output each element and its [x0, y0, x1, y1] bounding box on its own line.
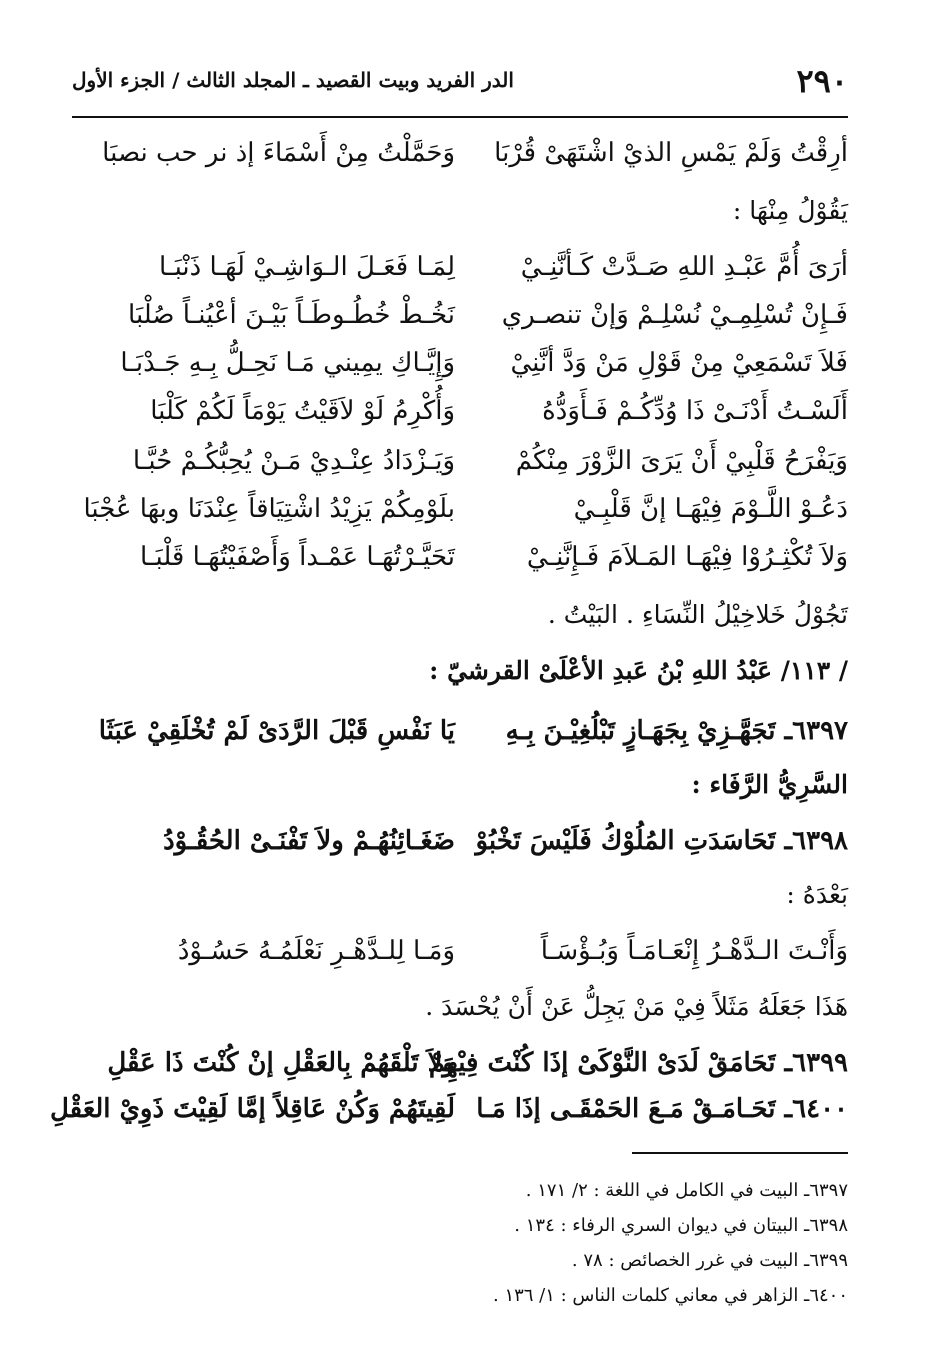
verse-first-hemistich: دَعُـوْ اللَّـوْمَ فِيْهَـا إنَّ قَلْبِـيْ: [573, 494, 848, 524]
verse-second-hemistich: وَمَـا لِلـدَّهْـرِ نَعْلَمُـهُ حَسُـوْدُ: [177, 936, 455, 966]
verse-first-hemistich: وَلاَ تُكْثِـرُوْا فِيْهَـا المَـلاَمَ فَـإِنَّنِـيْ: [526, 542, 848, 572]
footnote: ٦٤٠٠ـ الزاهر في معاني كلمات الناس : ١/ ١٣٦ .: [492, 1285, 848, 1306]
verse-second-hemistich: وَلاَ تَلْقَهُمْ بِالعَقْلِ إنْ كُنْتَ ذَا عَقْلِ: [107, 1048, 455, 1078]
poet-heading: السَّرِيُّ الرَّفَاء :: [691, 770, 848, 799]
verse-first-hemistich: وَأَنْـتَ الـدَّهْـرُ إِنْعَـامَـاً وَبُـؤْسَـاً: [540, 936, 848, 966]
verse-second-hemistich: وَإِيَّـاكِ يمِيني مَـا نَحِـلُّ بِـهِ جَـدْبَـا: [120, 348, 455, 378]
verse-first-hemistich: أرَىَ أُمَّ عَبْـدِ اللهِ صَـدَّتْ كَـأنَّنِـيْ: [520, 252, 848, 282]
footnote: ٦٣٩٧ـ البيت في الكامل في اللغة : ٢/ ١٧١ .: [525, 1180, 848, 1201]
verse-first-hemistich: ٦٤٠٠ـ تَحَـامَـقْ مَـعَ الحَمْقَـى إذَا مَـا: [476, 1094, 848, 1124]
verse-second-hemistich: بلَوْمِكُمْ يَزِيْدُ اشْتِيَاقاً عِنْدَنَا وبهَا عُجْبَا: [83, 494, 455, 524]
page-header: [72, 62, 848, 114]
verse-first-hemistich: أرِقْتُ وَلَمْ يَمْسِ الذيْ اشْتَهَىْ قُرْبَا: [494, 138, 848, 168]
verse-first-hemistich: ٦٣٩٩ـ تَحَامَقْ لَدَىْ النَّوْكَىْ إذَا كُنْتَ فِيْهِمْ: [428, 1048, 848, 1078]
verse-second-hemistich: نَخُـطْ خُطُـوطَـاً بَيْـنَ أعْيُنـاً صُلْبَا: [128, 300, 455, 330]
verse-first-hemistich: ٦٣٩٧ـ تَجَهَّـزِيْ بِجَهَـازٍ تَبْلُغِيْـنَ بِـهِ: [505, 716, 848, 746]
footnote: ٦٣٩٨ـ البيتان في ديوان السري الرفاء : ١٣٤ .: [514, 1215, 848, 1236]
verse-first-hemistich: فَـإِنْ تُسْلِمِـيْ نُسْلِـمْ وَإنْ تنصـري: [501, 300, 848, 330]
footnote: ٦٣٩٩ـ البيت في غرر الخصائص : ٧٨ .: [571, 1250, 848, 1271]
page-number: ٢٩٠: [796, 62, 848, 100]
verse-first-hemistich: فَلاَ تَسْمَعِيْ مِنْ قَوْلِ مَنْ وَدَّ أنَّنِيْ: [510, 348, 848, 378]
verse-second-hemistich: وَأُكْرِمُ لَوْ لاَقَيْتُ يَوْمَاً لَكُمْ كَلْبَا: [150, 396, 455, 426]
commentary-text: هَذَا جَعَلَهُ مَثَلاً فِيْ مَنْ يَجِلُّ عَنْ أَنْ يُحْسَدَ .: [425, 992, 848, 1021]
verse-first-hemistich: ٦٣٩٨ـ تَحَاسَدَتِ المُلُوْكُ فَلَيْسَ تَخْبُوْ: [475, 826, 848, 856]
intro-text: بَعْدَهُ :: [786, 880, 848, 909]
section-heading: / ١١٣/ عَبْدُ اللهِ بْنُ عَبدِ الأعْلَىْ القرشيّ :: [429, 656, 848, 685]
verse-first-hemistich: أَلَسْـتُ أَدْنَـىْ ذَا وُدِّكُـمْ فَـأَوَدُّهُ: [542, 396, 848, 426]
verse-first-hemistich: وَيَفْرَحُ قَلْبِيْ أَنْ يَرَىَ الزَّوْرَ مِنْكُمْ: [515, 446, 848, 476]
verse-second-hemistich: لَقِيتَهُمْ وَكُنْ عَاقِلاً إمَّا لَقِيْتَ ذَوِيْ العَقْلِ: [49, 1094, 455, 1124]
verse-second-hemistich: لِمَـا فَعَـلَ الـوَاشِـيْ لَهَـا ذَنْبَـا: [159, 252, 455, 282]
header-rule: [72, 116, 848, 118]
verse-second-hemistich: وَحَمَّلْتُ مِنْ أَسْمَاءَ إذ نر حب نصبَا: [102, 138, 455, 168]
commentary-text: تَجُوْلُ خَلاخِيْلُ النِّسَاءِ . البَيْتُ .: [547, 600, 848, 629]
verse-second-hemistich: يَا نَفْسِ قَبْلَ الرَّدَىْ لَمْ تُخْلَقِيْ عَبَثَا: [98, 716, 455, 746]
running-title: الدر الفريد وبيت القصيد ـ المجلد الثالث / الجزء الأول: [72, 68, 514, 92]
verse-second-hemistich: ضَغَـائِنُهُـمْ ولاَ تَفْنَـىْ الحُقُـوْدُ: [163, 826, 455, 856]
verse-second-hemistich: وَيَـزْدَادُ عِنْـدِيْ مَـنْ يُحِبُّكُـمْ حُبَّـا: [132, 446, 455, 476]
intro-text: يَقُوْلُ مِنْهَا :: [732, 196, 848, 225]
footnote-rule: [632, 1152, 848, 1154]
verse-second-hemistich: تَحَيَّـرْتُهَـا عَمْـداً وَأَصْفَيْتُهَـا قَلْبَـا: [139, 542, 455, 572]
